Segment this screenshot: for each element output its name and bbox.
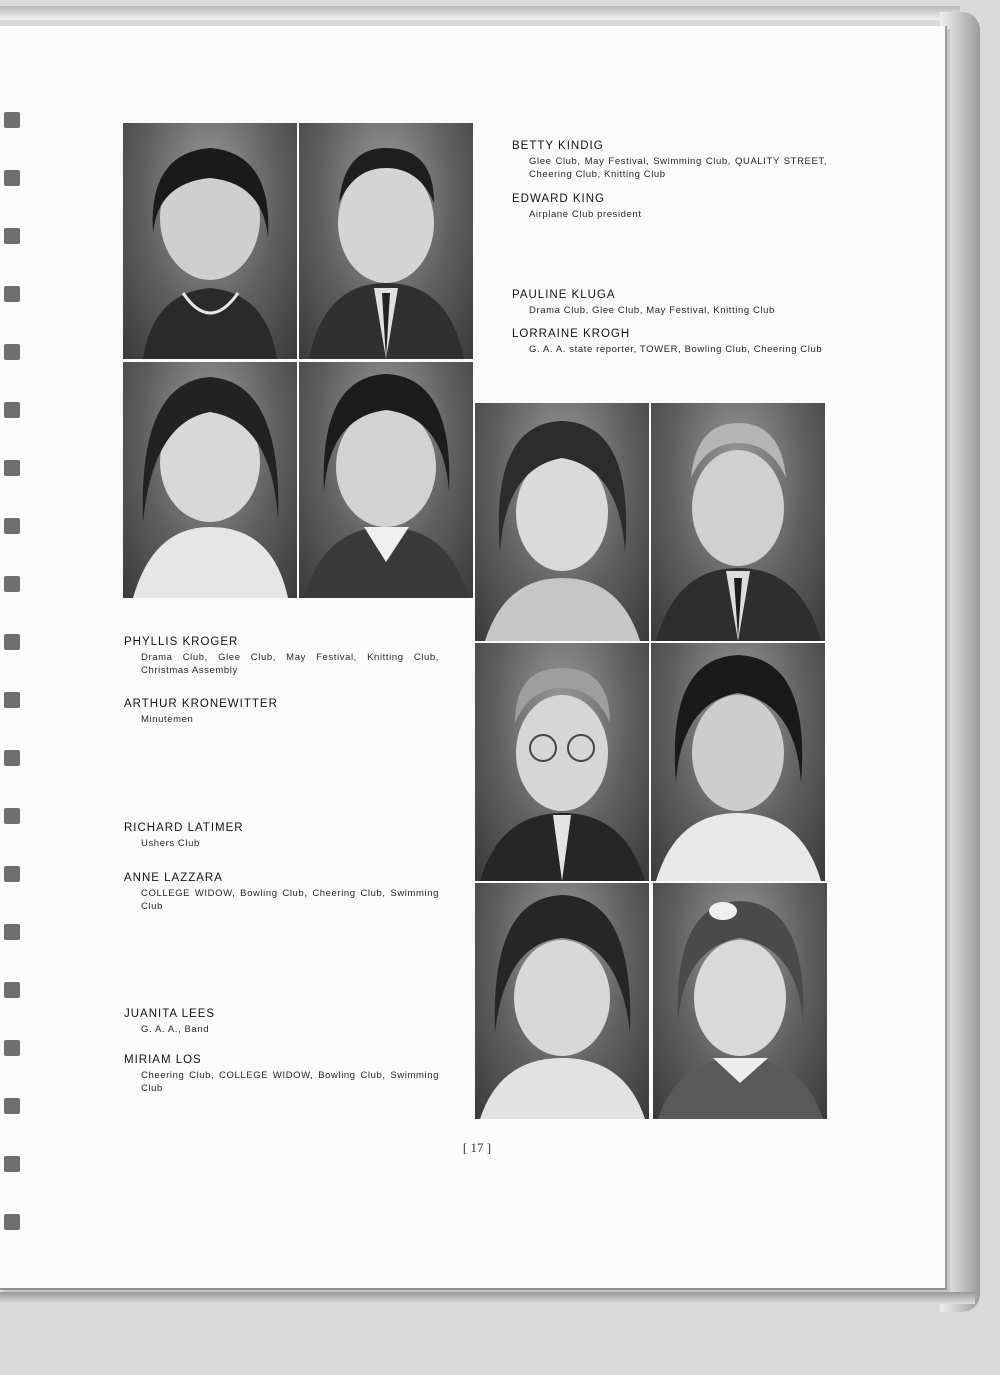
student-name: JUANITA LEES bbox=[124, 1008, 216, 1020]
binding-ring bbox=[4, 1040, 20, 1056]
portrait-photo-10 bbox=[653, 883, 827, 1119]
binding-ring bbox=[4, 228, 20, 244]
binding-ring bbox=[4, 1156, 20, 1172]
student-entry-edward-king bbox=[512, 192, 827, 221]
binding-ring bbox=[4, 808, 20, 824]
student-activities: Cheering Club, COLLEGE WIDOW, Bowling Club, Swimming Club bbox=[141, 1070, 439, 1094]
student-name: PHYLLIS KROGER bbox=[124, 636, 239, 648]
portrait-photo-8 bbox=[651, 643, 825, 881]
binding-ring bbox=[4, 1214, 20, 1230]
binding-ring bbox=[4, 750, 20, 766]
student-activities: Ushers Club bbox=[141, 838, 200, 849]
binding-ring bbox=[4, 460, 20, 476]
student-entry-lorraine-krogh bbox=[512, 327, 827, 356]
binding-ring bbox=[4, 576, 20, 592]
student-entry-pauline-kluga bbox=[512, 288, 827, 317]
spiral-binding bbox=[0, 112, 24, 1272]
student-activities: G. A. A. state reporter, TOWER, Bowling Club, Cheering Club bbox=[529, 344, 823, 355]
student-name: LORRAINE KROGH bbox=[512, 328, 631, 340]
binding-ring bbox=[4, 170, 20, 186]
student-name: ARTHUR KRONEWITTER bbox=[124, 698, 278, 710]
binding-ring bbox=[4, 112, 20, 128]
page-bottom-edge bbox=[0, 1292, 975, 1304]
student-activities: Drama Club, Glee Club, May Festival, Knitting Club bbox=[529, 305, 775, 316]
student-entry-anne-lazzara bbox=[124, 871, 439, 913]
binding-ring bbox=[4, 866, 20, 882]
student-name: ANNE LAZZARA bbox=[124, 872, 223, 884]
binding-ring bbox=[4, 286, 20, 302]
student-name: PAULINE KLUGA bbox=[512, 289, 616, 301]
student-activities: G. A. A., Band bbox=[141, 1024, 210, 1035]
student-name: RICHARD LATIMER bbox=[124, 822, 244, 834]
student-activities: Glee Club, May Festival, Swimming Club, QUALITY STREET, Cheering Club, Knitting Club bbox=[529, 156, 827, 180]
binding-ring bbox=[4, 924, 20, 940]
student-entry-arthur-kronewitter bbox=[124, 697, 439, 726]
portrait-photo-4 bbox=[299, 362, 473, 598]
student-entry-betty-kindig bbox=[512, 139, 827, 181]
portrait-photo-9 bbox=[475, 883, 649, 1119]
student-entry-phyllis-kroger bbox=[124, 635, 439, 677]
binding-ring bbox=[4, 982, 20, 998]
student-entry-juanita-lees bbox=[124, 1007, 439, 1036]
student-name: MIRIAM LOS bbox=[124, 1054, 202, 1066]
portrait-photo-3 bbox=[123, 362, 297, 598]
binding-ring bbox=[4, 518, 20, 534]
student-activities: Airplane Club president bbox=[529, 209, 642, 220]
binding-ring bbox=[4, 402, 20, 418]
student-entry-richard-latimer bbox=[124, 821, 439, 850]
student-name: BETTY KINDIG bbox=[512, 140, 604, 152]
student-activities: COLLEGE WIDOW, Bowling Club, Cheering Club, Swimming Club bbox=[141, 888, 439, 912]
student-activities: Drama Club, Glee Club, May Festival, Knitting Club, Christmas Assembly bbox=[141, 652, 439, 676]
portrait-photo-1 bbox=[123, 123, 297, 359]
portrait-photo-6 bbox=[651, 403, 825, 641]
portrait-photo-2 bbox=[299, 123, 473, 359]
binding-ring bbox=[4, 1098, 20, 1114]
portrait-photo-5 bbox=[475, 403, 649, 641]
binding-ring bbox=[4, 634, 20, 650]
page-top-edge bbox=[0, 6, 960, 20]
binding-ring bbox=[4, 344, 20, 360]
page-number: [ 17 ] bbox=[462, 1140, 492, 1155]
student-activities: Minutemen bbox=[141, 714, 194, 725]
binding-ring bbox=[4, 692, 20, 708]
portrait-photo-7 bbox=[475, 643, 649, 881]
student-entry-miriam-los bbox=[124, 1053, 439, 1095]
student-name: EDWARD KING bbox=[512, 193, 605, 205]
